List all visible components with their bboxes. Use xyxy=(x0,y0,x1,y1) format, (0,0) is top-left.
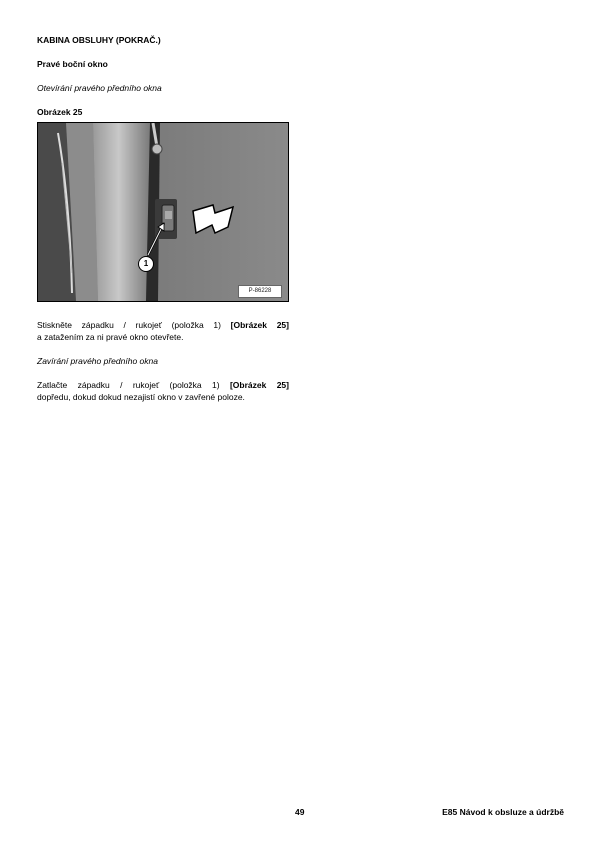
paragraph-close-line2: dopředu, dokud dokud nezajistí okno v zavřené poloze. xyxy=(37,392,245,402)
page-number: 49 xyxy=(295,807,305,817)
figure-reference: [Obrázek 25] xyxy=(230,320,289,330)
paragraph-open-line1: Stiskněte západku / rukojeť (položka 1) xyxy=(37,320,231,330)
callout-number: 1 xyxy=(138,256,154,272)
manual-title: E85 Návod k obsluze a údržbě xyxy=(442,807,564,817)
figure-id-label: P-86228 xyxy=(238,285,282,298)
paragraph-open-line2: a zatažením za ni pravé okno otevřete. xyxy=(37,332,184,342)
procedure-open-title: Otevírání pravého předního okna xyxy=(37,83,162,93)
window-latch-photo xyxy=(38,123,288,301)
procedure-close-title: Zavírání pravého předního okna xyxy=(37,356,158,366)
figure-caption: Obrázek 25 xyxy=(37,107,83,117)
section-title: KABINA OBSLUHY (POKRAČ.) xyxy=(37,35,161,45)
subsection-title: Pravé boční okno xyxy=(37,59,108,69)
paragraph-close xyxy=(37,379,289,403)
paragraph-open xyxy=(37,319,289,343)
paragraph-close-line1: Zatlačte západku / rukojeť (položka 1) xyxy=(37,380,230,390)
figure-reference: [Obrázek 25] xyxy=(229,380,289,390)
figure-photo xyxy=(37,122,289,302)
